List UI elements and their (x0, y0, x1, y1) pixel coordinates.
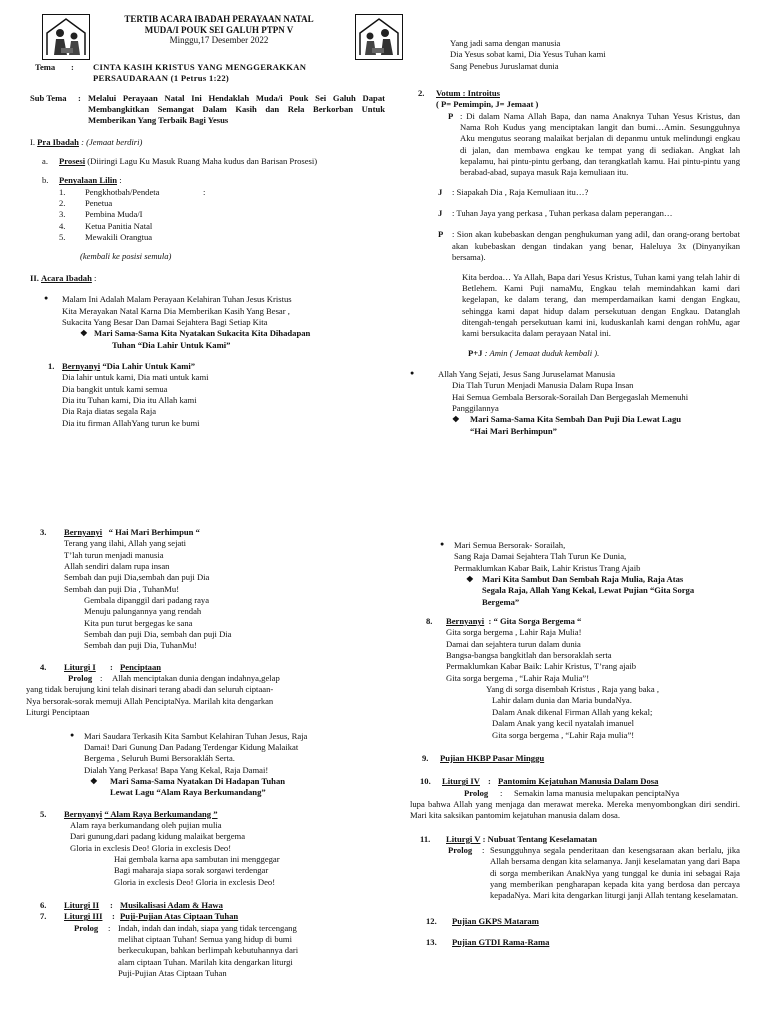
song3-head: Bernyanyi (64, 527, 103, 537)
lit1-head: Liturgi I (64, 661, 96, 672)
tema-label: Tema (35, 62, 56, 72)
song8-lyrics: Gita sorga bergema , Lahir Raja Mulia! Damai dan sejahtera turun dalam dunia Bangsa-bangsa bangkitlah dan bersoraklah serta Permaklumkan Kabar Baik: Lahir Kristus, T’rang ajaib Gita sorga bergema , “Lahir Raja Mulia”! Yang di sorga disembah Kristus , Raja yang baka , Lahir dalam dunia dan Maria bundaNya. Dalam Anak dikenal Firman Allah yang kekal; Dalam Anak yang kecil nyatalah imanuel Gita sorga bergema , “Lahir Raja mulia”! (446, 627, 659, 740)
header-title-line1: TERTIB ACARA IBADAH PERAYAAN NATAL (124, 14, 314, 24)
intro-invite-line1: Mari Sama-Sama Kita Nyatakan Sukacita Kita Dihadapan (94, 328, 311, 339)
tema-row (35, 62, 385, 73)
prayer-text: Kita berdoa… Ya Allah, Bapa dari Yesus Kristus, Tuhan kami yang telah lahir di Betlehem. Kami Puji namaMu, Engkau telah memindahkan kami dari kegelapan, ke dalam terang, dan memperdamaikan kami dengan Engkau, sehingga kami dapat hidup dalam persekutuan dengan Engkau. Datanglah ditengah-tengah persekutuan kami ini, kuduskanlah kami dengan rohMu, agar kami bersukacita dalam perayaan Natal ini. (462, 271, 740, 339)
intro-line: Malam Ini Adalah Malam Perayaan Kelahiran Tuhan Jesus Kristus (62, 294, 292, 305)
list-item: 2. Penetua (59, 198, 113, 209)
votum-p: P : Di dalam Nama Allah Bapa, dan nama Anaknya Tuhan Yesus Kristus, dan Nama Roh Kudus yang menciptakan langit dan bumi…Amin. Sesungguhnya Aku mengutus seorang malaikat berjalan di depanmu untuk melindungi engkau di jalan, dan membawa engkau ke tempat yang di sediakan. Angkat lah kepalamu, hai pintu-pintu gerbang, dan terangkatlah kamu. Hai pintu-pintu yang berabad-abad, supaya masuk Raja kemuliaan itu. (448, 110, 740, 178)
song5-head: Bernyanyi (64, 808, 103, 819)
intro-line: Kita Merayakan Natal Karna Dia Memberikan Kasih Yang Besar , (62, 305, 290, 316)
lit3-prolog: Prolog : Indah, indah dan indah, siapa yang tidak tercengang melihat ciptaan Tuhan! Semua yang hidup di bumi berkecukupan, bahkan berlimpah kebutuhannya dari alam ciptaan Tuhan. Marilah kita dengarkan liturgi Puji-Pujian Atas Ciptaan Tuhan (74, 922, 299, 979)
prosesi-row (42, 156, 385, 167)
song3-title: “ Hai Mari Berhimpun “ (108, 527, 200, 537)
acara-roman: II. (30, 272, 39, 283)
votum-p2: P : Sion akan kubebaskan dengan penghukuman yang adil, dan orang-orang bertobat akan kubebaskan dengan tindakan yang benar, Haleluya 3x (Dinyanyikan bersama). (438, 229, 740, 263)
votum-sub: ( P= Pemimpin, J= Jemaat ) (436, 99, 539, 110)
subtema-label: Sub Tema (30, 92, 67, 103)
song5-title: “ Alam Raya Berkumandang ” (104, 808, 218, 819)
intro-line: Sukacita Yang Besar Dan Damai Sejahtera Bagi Setiap Kita (62, 316, 268, 327)
pra-ibadah-note: : (Jemaat berdiri) (81, 136, 143, 147)
header-date: Minggu,17 Desember 2022 (169, 35, 269, 46)
item11-prolog: Prolog : Sesungguhnya segala penderitaan dan kesengsaraan akan berlalu, jika Allah bersama dengan kita selamanya. Janji keselamatan yang dari Bapa di sorga memberikan AnakNya yang tunggal ke dunia ini sebagai Raja yang memberikan pengharapan kepada kita yang berdosa dan percaya kepadaNya. Mari kita dengarkan liturgi janji Allah tentang keselamatan. (448, 844, 740, 901)
intro-bullet (44, 294, 385, 351)
votum-j2: J : Tuhan Jaya yang perkasa , Tuhan perkasa dalam peperangan… (438, 208, 673, 219)
song8: 8. Bernyanyi : “ Gita Sorga Bergema “ (426, 616, 582, 627)
song1-lyrics: Dia lahir untuk kami, Dia mati untuk kami Dia bangkit untuk kami semua Dia itu Tuhan kami, Dia itu Allah kami Dia Raja diatas segala Raja Dia itu firman AllahYang turun ke bumi (62, 372, 209, 428)
prosesi-text: (Diiringi Lagu Ku Masuk Ruang Maha kudus dan Barisan Prosesi) (87, 156, 318, 167)
liturgi2: 6. Liturgi II : Musikalisasi Adam & Hawa (40, 899, 223, 910)
pra-ibadah-heading (30, 137, 385, 148)
lit1-colon: : (110, 661, 113, 672)
song3 (40, 527, 385, 538)
list-item: 4. Ketua Panitia Natal (59, 220, 153, 231)
right-bottom-column (410, 540, 740, 948)
lit1-num: 4. (40, 661, 47, 672)
bullet-icon: ● (410, 368, 415, 377)
lilin-colon: : (119, 175, 122, 186)
item9: 9. Pujian HKBP Pasar Minggu (422, 752, 545, 763)
liturgi3: 7. Liturgi III : Puji-Pujian Atas Ciptaan Tuhan (40, 911, 239, 922)
votum-heading: 2. Votum : Introitus (418, 88, 500, 99)
item13: 13. Pujian GTDI Rama-Rama (426, 936, 550, 947)
lilin-title: Penyalaan Lilin (59, 175, 118, 186)
right-bullet: ● Allah Yang Sejati, Jesus Sang Juruselamat Manusia Dia Tlah Turun Menjadi Manusia Dalam Rupa Insan Hai Semua Gembala Bersorak-Sorailah Dan Bergegaslah Memenuhi Panggilannya ❖ Mari Sama-Sama Kita Sembah Dan Puji Dia Lewat Lagu “Hai Mari Berhimpun” (410, 368, 689, 436)
list-item: 3. Pembina Muda/I (59, 209, 143, 220)
nativity-left-image (42, 14, 90, 60)
lit1-text-first: Allah menciptakan dunia dengan indahnya,gelap (112, 673, 280, 684)
tema-colon: : (71, 62, 74, 72)
item10-prolog: Prolog : Semakin lama manusia melupakan penciptaNya lupa bahwa Allah yang menjaga dan merawat mereka. Mereka menyombongkan diri sendiri. Mari kita saksikan pantomim kejatuhan manusia dalam dosa. (410, 787, 740, 821)
list-item: 1. Pengkhotbah/Pendeta : (59, 186, 206, 197)
intro-invite-line2: Tuhan “Dia Lahir Untuk Kami” (112, 339, 231, 350)
item10: 10. Liturgi IV : Pantomim Kejatuhan Manusia Dalam Dosa (420, 776, 659, 787)
invite2-bullet: ● Mari Saudara Terkasih Kita Sambut Kelahiran Tuhan Jesus, Raja Damai! Dari Gunung Dan Padang Terdengar Kidung Malaikat Bergema , Seluruh Bumi Bersorakláh Serta. Dialah Yang Perkasa! Bapa Yang Kekal, Raja Damai! ❖ Mari Sama-Sama Nyatakan Di Hadapan Tuhan Lewat Lagu “Alam Raya Berkumandang” (70, 730, 308, 798)
item12: 12. Pujian GKPS Mataram (426, 915, 539, 926)
song5-lyrics: Alam raya berkumandang oleh pujian mulia Dari gunung,dari padang kidung malaikat bergema Gloria in exclesis Deo! Gloria in exclesis Deo! Hai gembala karna apa sambutan ini menggegar Bagi maharaja siapa sorak sorgawi terdengar Gloria in exclesis Deo! Gloria in exclesis Deo! (70, 819, 280, 887)
votum-j1: J : Siapakah Dia , Raja Kemuliaan itu…? (438, 186, 589, 197)
lilin-row (42, 175, 385, 186)
song1 (48, 361, 385, 429)
song3-num: 3. (40, 527, 47, 537)
right-bottom-bullet: ● Mari Semua Bersorak- Sorailah, Sang Raja Damai Sejahtera Tlah Turun Ke Dunia, Permaklumkan Kabar Baik, Lahir Kristus Trang Ajaib ❖ Mari Kita Sambut Dan Sembah Raja Mulia, Raja Atas Segala Raja, Allah Yang Kekal, Lewat Pujian “Gita Sorga Bergema” (440, 540, 695, 607)
subtema-text: Melalui Perayaan Natal Ini Hendaklah Muda/i Pouk Sei Galuh Dapat Membangkitkan Semangat Dalam Kasih dan Rela Berkorban Untuk Memberikan Yang Terbaik Bagi Yesus (88, 92, 385, 126)
list-item: 5. Mewakili Orangtua (59, 232, 153, 243)
lit1-prolog: Prolog : Allah menciptakan dunia dengan indahnya,gelap yang tidak berujung kini telah disinari terang abadi dan seluruh ciptaan- Nya bersorak-sorak memuji Allah PenciptaNya. Marilah kita dengarkan Liturgi Penciptaan (26, 673, 280, 718)
song5-num: 5. (40, 808, 47, 819)
song5 (40, 809, 385, 820)
lilin-list (59, 187, 385, 244)
diamond-icon: ❖ (452, 414, 460, 425)
bullet-icon: ● (44, 294, 49, 303)
subtema-colon: : (78, 92, 81, 103)
bullet-icon: ● (440, 540, 445, 548)
diamond-icon: ❖ (80, 328, 88, 339)
liturgi1 (40, 662, 385, 673)
header-title (86, 14, 352, 46)
header-title-line2: MUDA/I POUK SEI GALUH PTPN V (144, 24, 294, 35)
diamond-icon: ❖ (466, 574, 474, 585)
tema-line2: PERSAUDARAAN (1 Petrus 1:22) (93, 73, 230, 84)
song1-num: 1. (48, 360, 55, 371)
nativity-right-image (355, 14, 403, 60)
diamond-icon: ❖ (90, 775, 98, 786)
prosesi-title: Prosesi (59, 156, 86, 167)
song1-head: Bernyanyi (62, 360, 101, 371)
amen-row: P+J : Amin ( Jemaat duduk kembali ). (468, 347, 600, 358)
prosesi-label: a. (42, 156, 48, 167)
song3-lyrics: Terang yang ilahi, Allah yang sejati T’lah turun menjadi manusia Allah sendiri dalam rupa insan Sembah dan puji Dia,sembah dan puji Dia Sembah dan puji Dia , TuhanMu! Gembala dipanggil dari padang raya Menuju palungannya yang rendah Kita pun turut bergegas ke sana Sembah dan puji Dia, sembah dan puji Dia Sembah dan puji Dia, TuhanMu! (64, 538, 232, 651)
left-bottom-column (26, 527, 385, 979)
lit1-title: Penciptaan (120, 661, 162, 672)
tema-line1: CINTA KASIH KRISTUS YANG MENGGERAKKAN (93, 62, 307, 72)
continued-lyrics: Yang jadi sama dengan manusia Dia Yesus sobat kami, Dia Yesus Tuhan kami Sang Penebus Juruslamat dunia (450, 38, 606, 71)
acara-title: Acara Ibadah (41, 272, 92, 283)
back-note: (kembali ke posisi semula) (80, 251, 172, 262)
right-column (410, 38, 740, 437)
lilin-label: b. (42, 175, 49, 186)
song1-title: “Dia Lahir Untuk Kami” (102, 360, 196, 371)
acara-heading (30, 273, 385, 284)
pra-ibadah-roman: I. (30, 136, 36, 147)
left-column (30, 62, 385, 429)
item11: 11. Liturgi V : Nubuat Tentang Keselamatan (420, 833, 597, 844)
bullet-icon: ● (70, 730, 75, 739)
lit1-prolog-label: Prolog (68, 673, 93, 684)
acara-colon: : (94, 272, 97, 283)
subtema-row (30, 93, 385, 127)
pra-ibadah-title: Pra Ibadah (37, 136, 79, 147)
